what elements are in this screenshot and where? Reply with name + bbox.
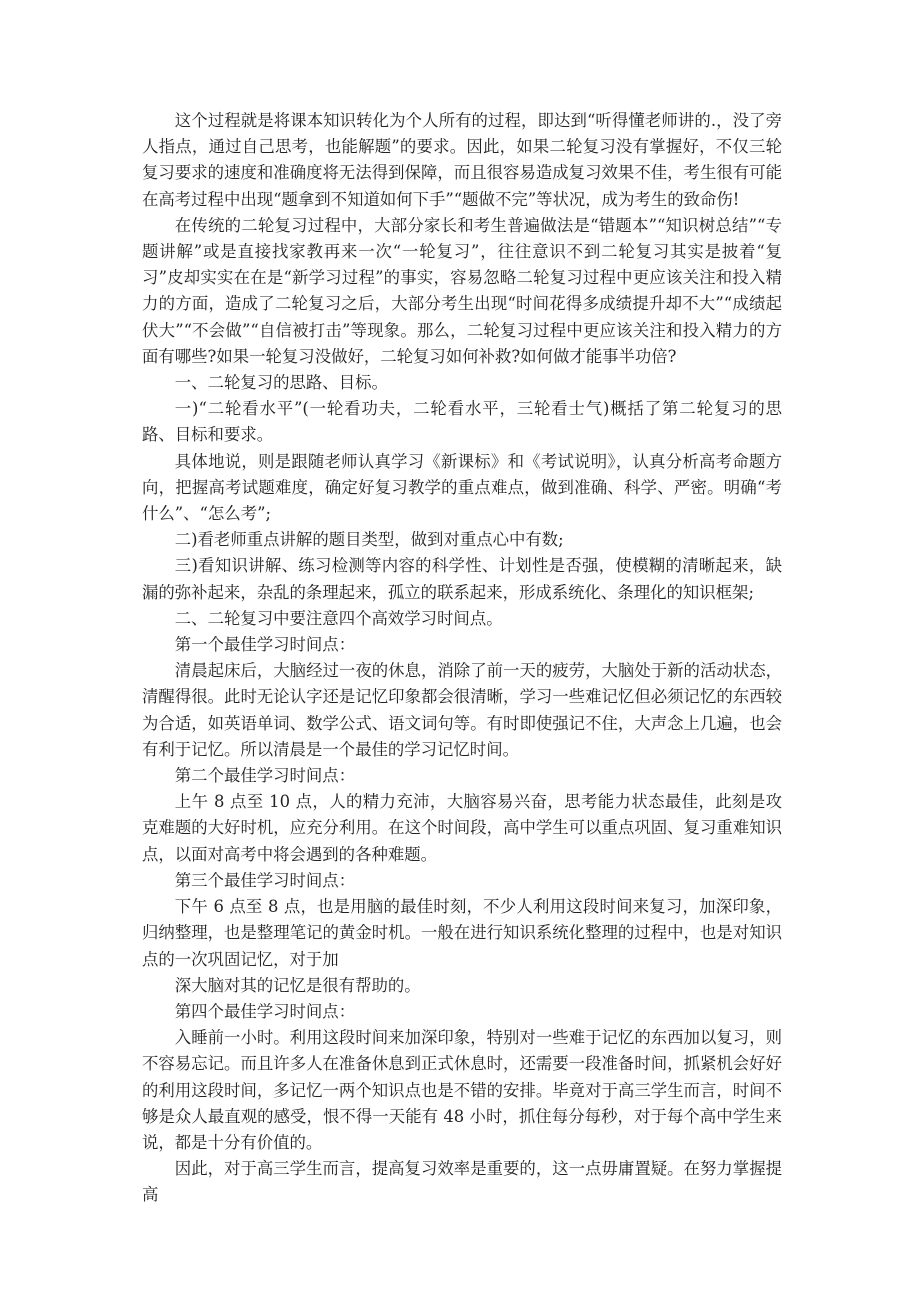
section-heading-2: 二、二轮复习中要注意四个高效学习时间点。: [174, 608, 503, 628]
paragraph-traditional-review: 在传统的二轮复习过程中，大部分家长和考生普遍做法是“错题本”“知识树总结”“专题讲解”或是直接找家教再来一次“一轮复习”，往往意识不到二轮复习其实是披着“复习”皮却实实在在是“新学习过程”的事实，容易忽略二轮复习过程中更应该关注和投入精力的方面，造成了二轮复习之后，大部分考生出现“时间花得多成绩提升却不大”“成绩起伏大”“不会做”“自信被打击”等现象。那么，二轮复习过程中更应该关注和投入精力的方面有哪些?如果一轮复习没做好，二轮复习如何补救?如何做才能事半功倍?: [142, 215, 782, 366]
paragraph-time-1: 清晨起床后，大脑经过一夜的休息，消除了前一天的疲劳，大脑处于新的活动状态，清醒得很。此时无论认字还是记忆印象都会很清晰，学习一些难记忆但必须记忆的东西较为合适，如英语单词、数学公式、语文词句等。有时即使强记不住，大声念上几遍，也会有利于记忆。所以清晨是一个最佳的学习记忆时间。: [142, 661, 782, 759]
subheading-time-4: 第四个最佳学习时间点：: [174, 1001, 356, 1021]
list-item-3: 三)看知识讲解、练习检测等内容的科学性、计划性是否强，使模糊的清晰起来，缺漏的弥补起来，杂乱的条理起来，孤立的联系起来，形成系统化、条理化的知识框架;: [142, 556, 782, 602]
paragraph-conclusion: 因此，对于高三学生而言，提高复习效率是重要的，这一点毋庸置疑。在努力掌握提高: [142, 1159, 782, 1205]
paragraph-intro: 这个过程就是将课本知识转化为个人所有的过程，即达到“听得懂老师讲的.，没了旁人指点，通过自己思考，也能解题”的要求。因此，如果二轮复习没有掌握好，不仅三轮复习要求的速度和准确度将无法得到保障，而且很容易造成复习效果不佳，考生很有可能在高考过程中出现“题拿到不知道如何下手”“题做不完”等状况，成为考生的致命伤!: [142, 111, 782, 209]
paragraph-time-4: 入睡前一小时。利用这段时间来加深印象，特别对一些难于记忆的东西加以复习，则不容易忘记。而且许多人在准备休息到正式休息时，还需要一段准备时间，抓紧机会好好的利用这段时间，多记忆一两个知识点也是不错的安排。毕竟对于高三学生而言，时间不够是众人最直观的感受，恨不得一天能有 48 小时，抓住每分每秒，对于每个高中学生来说，都是十分有价值的。: [142, 1028, 782, 1152]
subheading-time-3: 第三个最佳学习时间点：: [174, 870, 356, 890]
section-heading-1: 一、二轮复习的思路、目标。: [174, 373, 388, 393]
paragraph-time-3: 下午 6 点至 8 点，也是用脑的最佳时刻，不少人利用这段时间来复习，加深印象，归纳整理，也是整理笔记的黄金时机。一般在进行知识系统化整理的过程中，也是对知识点的一次巩固记忆，对于加: [142, 897, 782, 969]
document-body: [142, 108, 782, 1209]
subheading-time-2: 第二个最佳学习时间点：: [174, 766, 356, 786]
list-item-2: 二)看老师重点讲解的题目类型，做到对重点心中有数;: [174, 530, 564, 550]
paragraph-specifics: 具体地说，则是跟随老师认真学习《新课标》和《考试说明》，认真分析高考命题方向，把握高考试题难度，确定好复习教学的重点难点，做到准确、科学、严密。明确“考什么”、“怎么考”;: [142, 451, 782, 524]
paragraph-time-2: 上午 8 点至 10 点，人的精力充沛，大脑容易兴奋，思考能力状态最佳，此刻是攻克难题的大好时机，应充分利用。在这个时间段，高中学生可以重点巩固、复习重难知识点，以面对高考中将会遇到的各种难题。: [142, 792, 782, 864]
paragraph-time-3-continued: 深大脑对其的记忆是很有帮助的。: [174, 975, 421, 995]
subheading-time-1: 第一个最佳学习时间点：: [174, 635, 356, 655]
list-item-1: 一)“二轮看水平”(一轮看功夫，二轮看水平，三轮看士气)概括了第二轮复习的思路、目标和要求。: [142, 399, 782, 445]
